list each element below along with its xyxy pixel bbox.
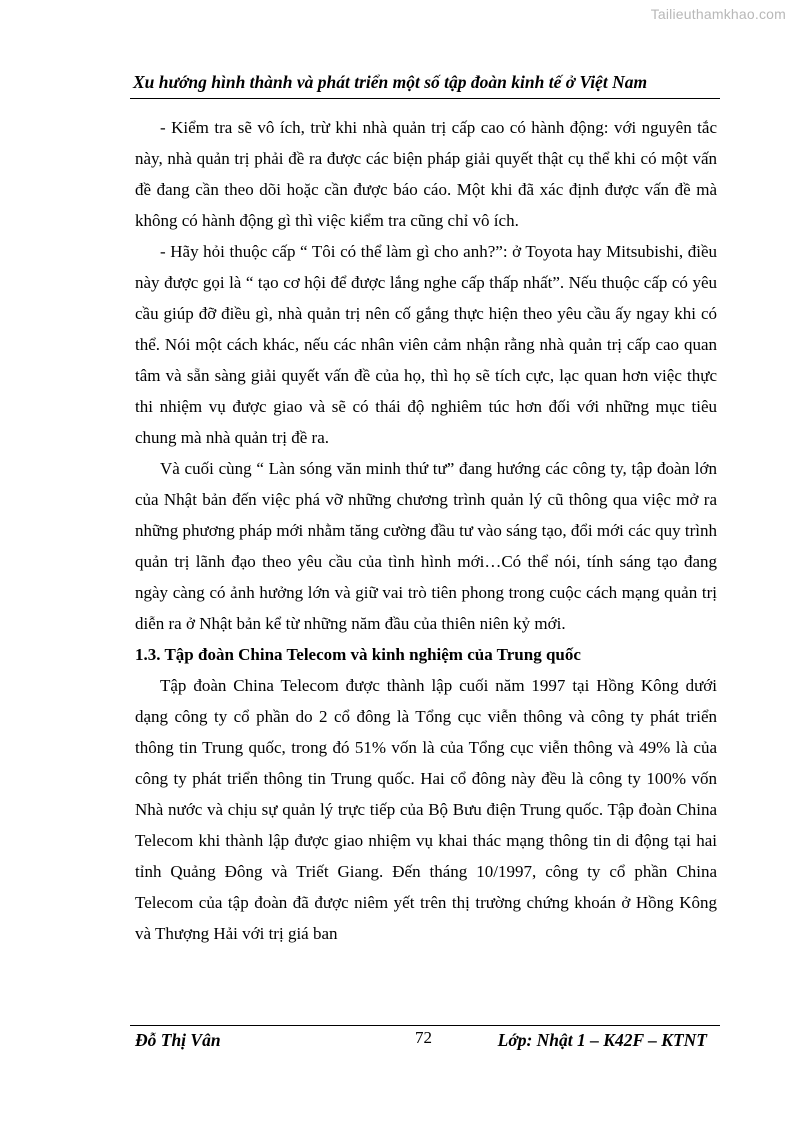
watermark-text: Tailieuthamkhao.com xyxy=(650,6,786,22)
body-paragraph: Và cuối cùng “ Làn sóng văn minh thứ tư” đang hướng các công ty, tập đoàn lớn của Nhật bản đến việc phá vỡ những chương trình quản lý cũ thông qua việc mở ra những phương pháp mới nhằm tăng cường đầu tư vào sáng tạo, đổi mới các quy trình quản trị lãnh đạo theo yêu cầu của tình hình mới…Có thể nói, tính sáng tạo đang ngày càng có ảnh hưởng lớn và giữ vai trò tiên phong trong cuộc cách mạng quản trị diễn ra ở Nhật bản kể từ những năm đầu của thiên niên kỷ mới. xyxy=(135,459,717,633)
body-paragraph: - Kiểm tra sẽ vô ích, trừ khi nhà quản trị cấp cao có hành động: với nguyên tắc này, nhà quản trị phải đề ra được các biện pháp giải quyết thật cụ thể khi có một vấn đề đang cần theo dõi hoặc cần được báo cáo. Một khi đã xác định được vấn đề mà không có hành động gì thì việc kiểm tra cũng chỉ vô ích. xyxy=(135,118,717,230)
footer-class-info: Lớp: Nhật 1 – K42F – KTNT xyxy=(497,1030,707,1050)
section-heading: 1.3. Tập đoàn China Telecom và kinh nghiệm của Trung quốc xyxy=(135,645,581,664)
page-body xyxy=(135,112,717,949)
document-header-title: Xu hướng hình thành và phát triển một số tập đoàn kinh tế ở Việt Nam xyxy=(133,72,648,92)
header-divider xyxy=(130,98,720,99)
page-number: 72 xyxy=(415,1028,432,1047)
page-footer xyxy=(135,1028,715,1054)
footer-divider xyxy=(130,1025,720,1026)
footer-author: Đỗ Thị Vân xyxy=(135,1030,221,1050)
body-paragraph: - Hãy hỏi thuộc cấp “ Tôi có thể làm gì cho anh?”: ở Toyota hay Mitsubishi, điều này được gọi là “ tạo cơ hội để được lắng nghe cấp thấp nhất”. Nếu thuộc cấp có yêu cầu giúp đỡ điều gì, nhà quản trị nên cố gắng thực hiện theo yêu cầu ấy ngay khi có thể. Nói một cách khác, nếu các nhân viên cảm nhận rằng nhà quản trị cấp cao quan tâm và sẵn sàng giải quyết vấn đề của họ, thì họ sẽ tích cực, lạc quan hơn việc thực thi nhiệm vụ được giao và sẽ có thái độ nghiêm túc hơn đối với những mục tiêu chung mà nhà quản trị đề ra. xyxy=(135,242,717,447)
section-paragraph: Tập đoàn China Telecom được thành lập cuối năm 1997 tại Hồng Kông dưới dạng công ty cổ phần do 2 cổ đông là Tổng cục viễn thông và công ty phát triển thông tin Trung quốc, trong đó 51% vốn là của Tổng cục viễn thông và 49% là của công ty phát triển thông tin Trung quốc. Hai cổ đông này đều là công ty 100% vốn Nhà nước và chịu sự quản lý trực tiếp của Bộ Bưu điện Trung quốc. Tập đoàn China Telecom khi thành lập được giao nhiệm vụ khai thác mạng thông tin di động tại hai tỉnh Quảng Đông và Triết Giang. Đến tháng 10/1997, công ty cổ phần China Telecom của tập đoàn đã được niêm yết trên thị trường chứng khoán ở Hồng Kông và Thượng Hải với trị giá ban xyxy=(135,676,717,943)
